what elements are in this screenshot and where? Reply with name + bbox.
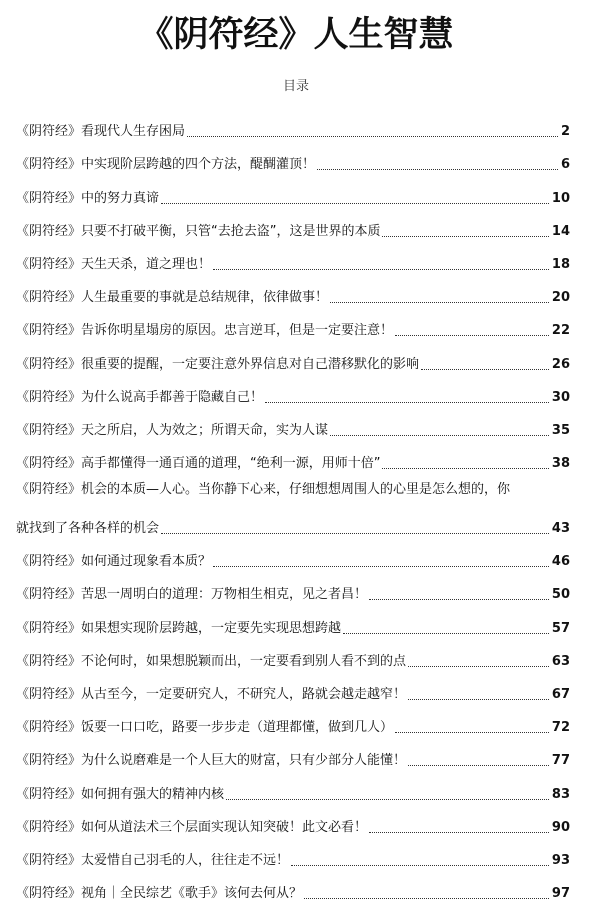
toc-entry-page: 93 bbox=[551, 852, 570, 868]
toc-entry[interactable] bbox=[16, 409, 570, 442]
toc-entry[interactable] bbox=[16, 243, 570, 276]
toc-entry[interactable] bbox=[16, 806, 570, 839]
toc-entry[interactable] bbox=[16, 176, 570, 209]
toc-entry-page: 26 bbox=[551, 356, 570, 372]
dot-leader bbox=[213, 566, 549, 567]
toc-entry-title: 《阴符经》如何拥有强大的精神内核 bbox=[16, 786, 225, 802]
toc-entry-title: 《阴符经》很重要的提醒，一定要注意外界信息对自己潜移默化的影响 bbox=[16, 356, 420, 372]
toc-entry-title: 《阴符经》高手都懂得一通百通的道理，“绝利一源，用师十倍” bbox=[16, 456, 381, 472]
toc-entry-page: 35 bbox=[551, 422, 570, 438]
dot-leader bbox=[395, 335, 549, 336]
toc-entry-page: 63 bbox=[551, 653, 570, 669]
toc-entry-title: 《阴符经》只要不打破平衡，只管“去抢去盗”，这是世界的本质 bbox=[16, 223, 381, 239]
toc-entry[interactable] bbox=[16, 872, 570, 905]
toc-entry-page: 20 bbox=[551, 290, 570, 306]
toc-entry-title: 《阴符经》从古至今，一定要研究人，不研究人，路就会越走越窄！ bbox=[16, 687, 407, 702]
toc-entry-page: 57 bbox=[551, 620, 570, 636]
toc-entry-page: 2 bbox=[560, 124, 570, 140]
dot-leader bbox=[408, 666, 549, 667]
toc-entry[interactable] bbox=[16, 376, 570, 409]
toc-entry-page: 67 bbox=[551, 687, 570, 702]
toc-entry[interactable] bbox=[16, 342, 570, 375]
toc-entry[interactable] bbox=[16, 143, 570, 176]
dot-leader bbox=[421, 369, 549, 370]
toc-entry-page: 97 bbox=[551, 886, 570, 902]
toc-entry-page: 43 bbox=[551, 521, 570, 537]
dot-leader bbox=[382, 236, 548, 237]
dot-leader bbox=[187, 136, 558, 137]
toc-entry[interactable] bbox=[16, 442, 570, 475]
toc-entry[interactable] bbox=[16, 573, 570, 606]
toc-entry-title: 《阴符经》中的努力真谛 bbox=[16, 190, 160, 206]
toc-entry-title: 《阴符经》太爱惜自己羽毛的人，往往走不远！ bbox=[16, 852, 290, 868]
toc-entry-title: 《阴符经》不论何时，如果想脱颖而出，一定要看到别人看不到的点 bbox=[16, 653, 407, 669]
toc-entry[interactable] bbox=[16, 276, 570, 309]
toc-entry-page: 10 bbox=[551, 190, 570, 206]
toc-entry-page: 30 bbox=[551, 389, 570, 405]
toc-entry-title: 《阴符经》视角｜全民综艺《歌手》该何去何从？ bbox=[16, 886, 303, 902]
toc-entry-title: 《阴符经》人生最重要的事就是总结规律，依律做事！ bbox=[16, 290, 329, 306]
dot-leader bbox=[213, 269, 549, 270]
toc-entry-page: 50 bbox=[551, 587, 570, 603]
toc-entry-page: 38 bbox=[551, 456, 570, 472]
dot-leader bbox=[408, 765, 549, 766]
toc-entry-title: 《阴符经》如果想实现阶层跨越，一定要先实现思想跨越 bbox=[16, 620, 342, 636]
toc-entry-title: 《阴符经》看现代人生存困局 bbox=[16, 124, 186, 140]
toc-entry-title: 《阴符经》为什么说高手都善于隐藏自己！ bbox=[16, 389, 264, 405]
toc-entry[interactable] bbox=[16, 210, 570, 243]
dot-leader bbox=[317, 169, 558, 170]
toc-entry-title: 《阴符经》如何从道法术三个层面实现认知突破！此文必看！ bbox=[16, 819, 368, 835]
toc-entry-title: 《阴符经》天之所启，人为效之；所谓天命，实为人谋 bbox=[16, 422, 329, 438]
document-title: 《阴符经》人生智慧 bbox=[138, 15, 454, 55]
toc-entry[interactable] bbox=[16, 706, 570, 739]
toc-entry-page: 14 bbox=[551, 223, 570, 239]
dot-leader bbox=[343, 633, 549, 634]
toc-entry[interactable] bbox=[16, 606, 570, 639]
toc-entry-page: 46 bbox=[551, 554, 570, 570]
dot-leader bbox=[161, 203, 549, 204]
toc-entry-title-line2: 就找到了各种各样的机会 bbox=[16, 521, 160, 537]
toc-entry-title: 《阴符经》饭要一口口吃，路要一步步走（道理都懂，做到几人） bbox=[16, 720, 394, 736]
toc-entry-title-line1: 《阴符经》机会的本质—人心。当你静下心来，仔细想想周围人的心里是怎么想的，你 bbox=[16, 482, 511, 498]
dot-leader bbox=[382, 468, 548, 469]
toc-entry[interactable] bbox=[16, 772, 570, 805]
toc-heading: 目录 bbox=[282, 79, 309, 94]
dot-leader bbox=[265, 402, 549, 403]
toc-entry-title: 《阴符经》中实现阶层跨越的四个方法，醍醐灌顶！ bbox=[16, 157, 316, 173]
dot-leader bbox=[226, 799, 549, 800]
toc-entry-long[interactable] bbox=[16, 475, 570, 540]
toc-entry[interactable] bbox=[16, 673, 570, 706]
dot-leader bbox=[369, 599, 549, 600]
toc-entry-page: 18 bbox=[551, 256, 570, 272]
toc-entry-page: 83 bbox=[551, 786, 570, 802]
dot-leader bbox=[330, 302, 549, 303]
toc-entry[interactable] bbox=[16, 540, 570, 573]
dot-leader bbox=[369, 832, 549, 833]
dot-leader bbox=[304, 898, 549, 899]
toc-entry[interactable] bbox=[16, 309, 570, 342]
toc-entry-title: 《阴符经》为什么说磨难是一个人巨大的财富，只有少部分人能懂！ bbox=[16, 753, 407, 769]
toc-entry[interactable] bbox=[16, 739, 570, 772]
toc-entry-title: 《阴符经》如何通过现象看本质？ bbox=[16, 554, 212, 570]
toc-entry[interactable] bbox=[16, 110, 570, 143]
dot-leader bbox=[291, 865, 549, 866]
toc-entry-title: 《阴符经》天生天杀，道之理也！ bbox=[16, 256, 212, 272]
toc-entry-page: 22 bbox=[551, 323, 570, 339]
toc-entry-page: 6 bbox=[560, 157, 570, 173]
toc-entry-page: 72 bbox=[551, 720, 570, 736]
toc-entry[interactable] bbox=[16, 839, 570, 872]
dot-leader bbox=[395, 732, 549, 733]
table-of-contents bbox=[16, 110, 570, 905]
toc-entry-page: 90 bbox=[551, 819, 570, 835]
dot-leader bbox=[330, 435, 549, 436]
toc-entry-title: 《阴符经》告诉你明星塌房的原因。忠言逆耳，但是一定要注意！ bbox=[16, 323, 394, 339]
toc-entry-title: 《阴符经》苦思一周明白的道理：万物相生相克，见之者昌！ bbox=[16, 587, 368, 603]
dot-leader bbox=[408, 699, 549, 700]
toc-entry-page: 77 bbox=[551, 753, 570, 769]
toc-entry[interactable] bbox=[16, 640, 570, 673]
dot-leader bbox=[161, 533, 549, 534]
